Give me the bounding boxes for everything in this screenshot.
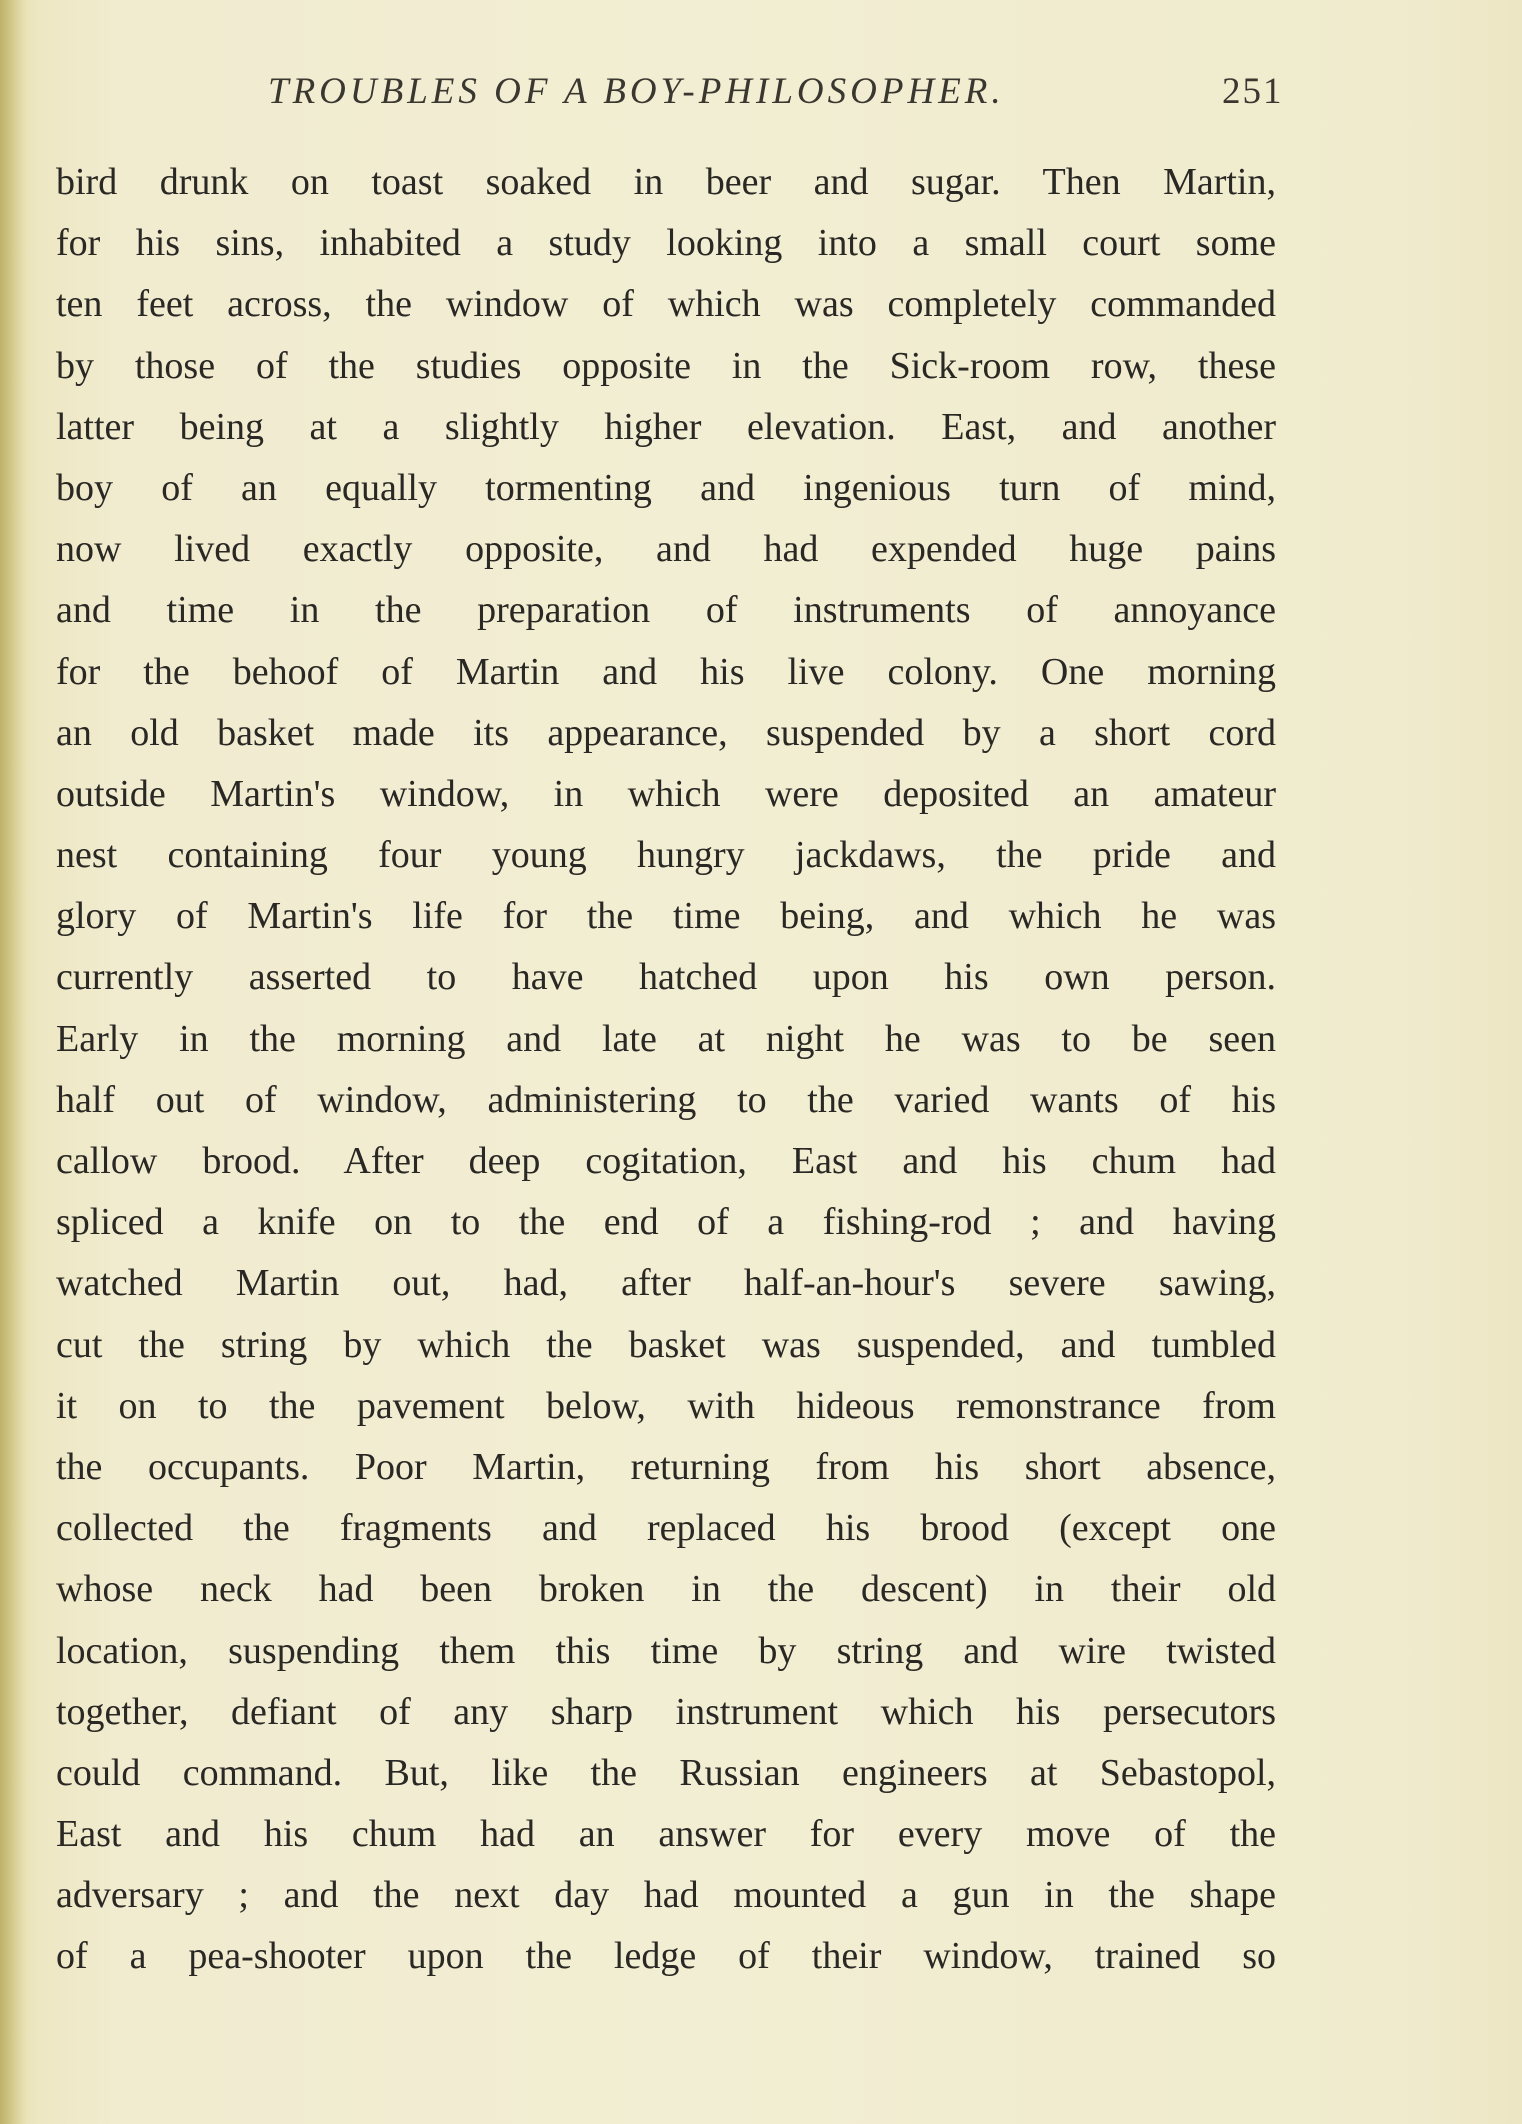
text-line: Early in the morning and late at night he was to be seen <box>56 1017 1276 1060</box>
text-line: it on to the pavement below, with hideous remonstrance from <box>56 1384 1276 1427</box>
text-line: the occupants. Poor Martin, returning from his short absence, <box>56 1445 1276 1488</box>
running-head <box>0 70 1522 130</box>
text-line: together, defiant of any sharp instrument which his persecutors <box>56 1690 1276 1733</box>
text-line: by those of the studies opposite in the Sick-room row, these <box>56 344 1276 387</box>
text-line: callow brood. After deep cogitation, East and his chum had <box>56 1140 1276 1182</box>
text-line: cut the string by which the basket was suspended, and tumbled <box>56 1323 1276 1366</box>
text-line: and time in the preparation of instruments of annoyance <box>56 589 1276 632</box>
page-number: 251 <box>1222 71 1284 112</box>
spine-shadow <box>0 0 26 2124</box>
text-line: East and his chum had an answer for every move of the <box>56 1813 1276 1856</box>
text-line: whose neck had been broken in the descent) in their old <box>56 1568 1276 1611</box>
text-line: adversary ; and the next day had mounted a gun in the shape <box>56 1874 1276 1917</box>
text-line: an old basket made its appearance, suspended by a short cord <box>56 711 1276 754</box>
text-line: of a pea-shooter upon the ledge of their window, trained so <box>56 1935 1276 1978</box>
body-text <box>56 152 1276 1988</box>
text-line: spliced a knife on to the end of a fishing-rod ; and having <box>56 1201 1276 1244</box>
text-line: for the behoof of Martin and his live colony. One morning <box>56 650 1276 693</box>
text-line: nest containing four young hungry jackdaws, the pride and <box>56 834 1276 877</box>
text-line: bird drunk on toast soaked in beer and sugar. Then Martin, <box>56 161 1276 203</box>
text-line: could command. But, like the Russian engineers at Sebastopol, <box>56 1751 1276 1794</box>
text-line: latter being at a slightly higher elevation. East, and another <box>56 405 1276 448</box>
text-line: for his sins, inhabited a study looking into a small court some <box>56 222 1276 265</box>
text-line: outside Martin's window, in which were deposited an amateur <box>56 772 1276 815</box>
text-line: half out of window, administering to the varied wants of his <box>56 1078 1276 1121</box>
running-title: TROUBLES OF A BOY-PHILOSOPHER. <box>268 71 1005 112</box>
text-line: currently asserted to have hatched upon his own person. <box>56 956 1276 999</box>
text-line: collected the fragments and replaced his brood (except one <box>56 1507 1276 1550</box>
text-line: watched Martin out, had, after half-an-hour's severe sawing, <box>56 1262 1276 1305</box>
text-line: now lived exactly opposite, and had expended huge pains <box>56 528 1276 571</box>
text-line: ten feet across, the window of which was completely commanded <box>56 283 1276 326</box>
text-line: glory of Martin's life for the time being, and which he was <box>56 895 1276 938</box>
text-line: location, suspending them this time by string and wire twisted <box>56 1629 1276 1672</box>
text-line: boy of an equally tormenting and ingenious turn of mind, <box>56 466 1276 509</box>
